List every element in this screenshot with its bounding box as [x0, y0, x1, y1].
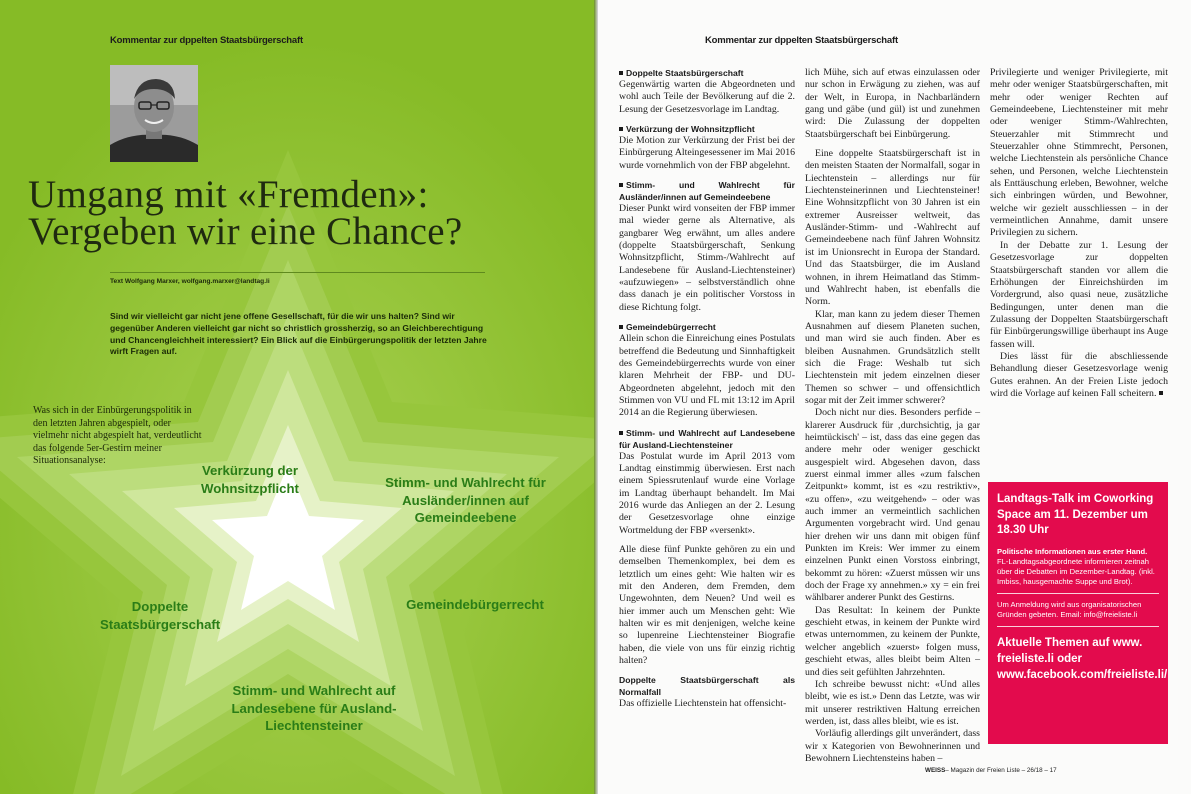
kicker-left: Kommentar zur dppelten Staatsbürgerschaft [110, 35, 303, 46]
paragraph: Das offizielle Liechtenstein hat offensicht- [619, 698, 787, 710]
paragraph: Dieser Punkt wird vonseiten der FBP immer mal wieder gerne als Alternative, als gangbarer Weg erwähnt, um alles andere (doppelte Staatsbürgerschaft, Senkung Wohnsitzpflicht, Stimm-/Wahlrecht auf Landesebene für Ausland-Liechtensteiner) «aufzuwiegen» – selbstverständlich ohne dass danach je ein politischer Vorstoss in diese Richtung folgt. [619, 203, 795, 313]
paragraph: Privilegierte und weniger Privilegierte, mit mehr oder weniger Staatsbürgerschaften, mit mehr oder weniger Rechten auf Gemeindeebene, Liechtensteiner mit mehr oder weniger Stimm-/Wahlrechten, Steuerzahler mit Stimmrecht und Steuerzahler ohne Stimmrecht, Personen, welche Liechtenstein als persönliche Chance sehen, und Personen, welche Liechtenstein als Enttäuschung erleben, Bewohner, welche sich einbringen würden, und Bewohner, welche wir gezielt ausschliessen – in der vermeintlichen Annahme, damit unsere Privilegien zu sichern. [990, 67, 1168, 239]
credit-rule [110, 272, 485, 273]
text-column-3 [990, 67, 1168, 400]
star-label-stimm-landes: Stimm- und Wahlrecht auf Landesebene für Ausland-Liechtensteiner [231, 683, 397, 733]
paragraph: Die Motion zur Verkürzung der Frist bei der Einbürgerung Alteingesessener im Mai 2016 wurde vornehmlich von der FBP abgelehnt. [619, 135, 795, 171]
subhead-doppelte: Doppelte Staatsbürgerschaft [619, 67, 795, 79]
title-line-2: Vergeben wir eine Chance? [28, 210, 463, 253]
title-line-1: Umgang mit «Fremden»: [28, 173, 429, 216]
paragraph: Eine doppelte Staatsbürgerschaft ist in den meisten Staaten der Normalfall, sogar in Liechtenstein – allerdings nur für Liechtensteinerinnen und Liechtensteiner! Eine Wohnsitzpflicht von 30 Jahren ist ein extremer Ausreisser weltweit, das Ausländer-Stimm- und -Wahlrecht auf Gemeindeebene nach fünf Jahren Wohnsitz ist im Unionsrecht in Europa der Standard. Und das Staatsbürger, die im Ausland wohnen, in ihrem Heimatland das Stimm- und Wahlrecht haben, ist ebenfalls die Norm. [805, 148, 980, 308]
event-description [997, 547, 1159, 587]
paragraph: Vorläufig allerdings gilt unverändert, dass wir x Kategorien von Bewohnerinnen und Bewohnern Liechtensteins haben – [805, 728, 980, 764]
event-info-box [988, 482, 1168, 744]
intro-paragraph: Was sich in der Einbürgerungspolitik in den letzten Jahren abgespielt, oder vielmehr nicht abgespielt hat, verdeutlicht das folgende 5er-Gestirn meiner Situationsanalyse: [33, 405, 202, 467]
paragraph: Doch nicht nur dies. Besonders perfide – klarerer Ausdruck für ‚durchsichtig, ja gar heimtückisch' – ist, dass das eine gegen das andere mehr oder weniger geschickt ausgespielt wird. Abgesehen davon, dass zuerst einmal immer alles «zum falschen Zeitpunkt» kommt, ist es «zu restriktiv», «zu offen», «zu weitgehend» – oder was auch immer an vermeintlich sachlichen Argumenten vorgebracht wird. Und genau hier drehen wir uns dann mit obigen fünf Punkten im Kreis: Wer immer zu einem einzelnen Punkt einen Vorstoss einbringt, bekommt zu hören: «Zuerst müssen wir uns doch der Frage xy annehmen.» xy = ein frei wählbarer anderer Punkt des Gestirns. [805, 407, 980, 604]
author-credit: Text Wolfgang Marxer, wolfgang.marxer@landtag.li [110, 278, 270, 285]
subhead-gemeindebuerger: Gemeindebürgerrecht [619, 321, 795, 333]
star-label-stimm-gemeinde: Stimm- und Wahlrecht für Ausländer/innen auf Gemeindeebene [385, 475, 546, 525]
paragraph: Das Resultat: In keinem der Punkte geschieht etwas, in keinem der Punkte wird etwas unternommen, zu keinem der Punkte, welcher angeblich «zuerst» folgen muss, geschieht etwas, alles bleibt beim Alten – und dies seit gefühlten Jahrzehnten. [805, 604, 980, 678]
paragraph: Alle diese fünf Punkte gehören zu ein und demselben Themenkomplex, bei dem es letztlich um eines geht: Wie halten wir es mit den Anderen, dem Fremden, dem Ungewohnten, dem Neuen? Und weil es hier immer auch um Menschen geht: Wie halten wir es mit denjenigen, welche keine so lupenreine Liechtensteiner Biografie haben, die viele von uns für einzig richtig halten? [619, 543, 795, 667]
paragraph: In der Debatte zur 1. Lesung der Gesetzesvorlage zur doppelten Staatsbürgerschaft standen vor allem die Erhöhungen der Einreichshürden im Vordergrund, also quasi neue, zusätzliche Bedingungen, unter denen man die Zulassung der Doppelten Staatsbürgerschaft für Einbürgerungswillige überhaupt ins Auge fassen will. [990, 239, 1168, 350]
event-subtitle: Politische Informationen aus erster Hand. [997, 546, 1148, 556]
subhead-normalfall: Doppelte Staatsbürgerschaft als Normalfall [619, 675, 795, 698]
box-divider [997, 593, 1159, 594]
website-link[interactable]: Aktuelle Themen auf www. freieliste.li oder www.facebook.com/freieliste.li/ [997, 636, 1168, 681]
author-photo [110, 65, 198, 162]
article-title [28, 173, 548, 253]
magazine-name: WEISS [925, 767, 946, 774]
kicker-right: Kommentar zur dppelten Staatsbürgerschaft [705, 35, 898, 46]
page-footer [925, 767, 1057, 774]
paragraph: Ich schreibe bewusst nicht: «Und alles bleibt, wie es ist.» Denn das Letzte, was wir mit unserer restriktiven Haltung erreichen werden, ist, dass alles bleibt, wie es ist. [805, 678, 980, 727]
event-title: Landtags-Talk im Coworking Space am 11. Dezember um 18.30 Uhr [997, 493, 1154, 536]
text-column-1 [619, 67, 795, 718]
paragraph: Allein schon die Einreichung eines Postulats betreffend die Bedeutung und Sinnhaftigkeit des Gemeindebürgerrechts wurde von einer klaren Mehrheit der FBP- und DU-Abgeordneten abgelehnt, jedoch mit den Stimmen von VU und FL mit 13:12 im April 2014 an die Regierung überwiesen. [619, 333, 795, 419]
event-text: FL-Landtagsabgeordnete informieren zeitnah über die Debatten im Dezember-Landtag. (inkl. Imbiss, hausgemachte Suppe und Brot). [997, 556, 1155, 586]
star-label-doppelte: Doppelte Staatsbürgerschaft [100, 599, 221, 632]
paragraph: Dies lässt für die abschliessende Behandlung dieser Gesetzesvorlage wenig Gutes erahnen. An der Freien Liste jedoch wird die Vorlage auf keinen Fall scheitern. [990, 350, 1168, 399]
lead-paragraph: Sind wir vielleicht gar nicht jene offene Gesellschaft, für die wir uns halten? Sind wir gegenüber Anderen vielleicht gar nicht so christlich grossherzig, so an Gleichberechtigung und Chancengleichheit interessiert? Ein Blick auf die Einbürgerungspolitik der letzten Jahre wirft Fragen auf. [110, 311, 487, 357]
paragraph: lich Mühe, sich auf etwas einzulassen oder nur schon in Erwägung zu ziehen, was auf der Welt, in Europa, in Nachbarländern gang und gäbe (und gül) ist und zunehmen wird: Die Zulassung der doppelten Staatsbürgerschaft bei Einbürgerung. [805, 67, 980, 140]
registration-note: Um Anmeldung wird aus organisatorischen Gründen gebeten. Email: info@freieliste.li [997, 599, 1142, 619]
paragraph: Klar, man kann zu jedem dieser Themen Ausnahmen auf diesem Planeten suchen, und man wird sie auch finden. Aber es bleiben Ausnahmen. Grundsätzlich stellt sich die Frage: Weshalb tut sich Liechtenstein mit jedem einzelnen dieser Themen so schwer – und offensichtlich sogar mit der Zeit immer schwerer? [805, 308, 980, 406]
subhead-wohnsitz: Verkürzung der Wohnsitzpflicht [619, 123, 795, 135]
paragraph: Das Postulat wurde im April 2013 vom Landtag einstimmig überwiesen. Erst nach einem Spiessrutenlauf wurde eine Vorlage im Landtag überhaupt behandelt. Im Mai 2016 wurde das Anliegen an der 2. Lesung der Gesetzesvorlage ohne einzige Wortmeldung der FBP «versenkt». [619, 450, 795, 536]
star-label-gemeindebuerger: Gemeindebürgerrecht [406, 597, 544, 612]
text-column-2 [805, 67, 980, 765]
paragraph: Gegenwärtig warten die Abgeordneten und wohl auch Teile der Bevölkerung auf die 2. Lesung der Gesetzesvorlage im Landtag. [619, 79, 795, 115]
footer-text: – Magazin der Freien Liste – 26/18 – 17 [945, 767, 1057, 774]
star-label-wohnsitz: Verkürzung der Wohnsitzpflicht [201, 463, 299, 496]
subhead-stimm-gemeinde: Stimm- und Wahlrecht für Ausländer/innen auf Gemeindeebene [619, 180, 795, 203]
subhead-stimm-landes: Stimm- und Wahlrecht auf Landesebene für Ausland-Liechtensteiner [619, 427, 795, 450]
box-divider [997, 626, 1159, 627]
